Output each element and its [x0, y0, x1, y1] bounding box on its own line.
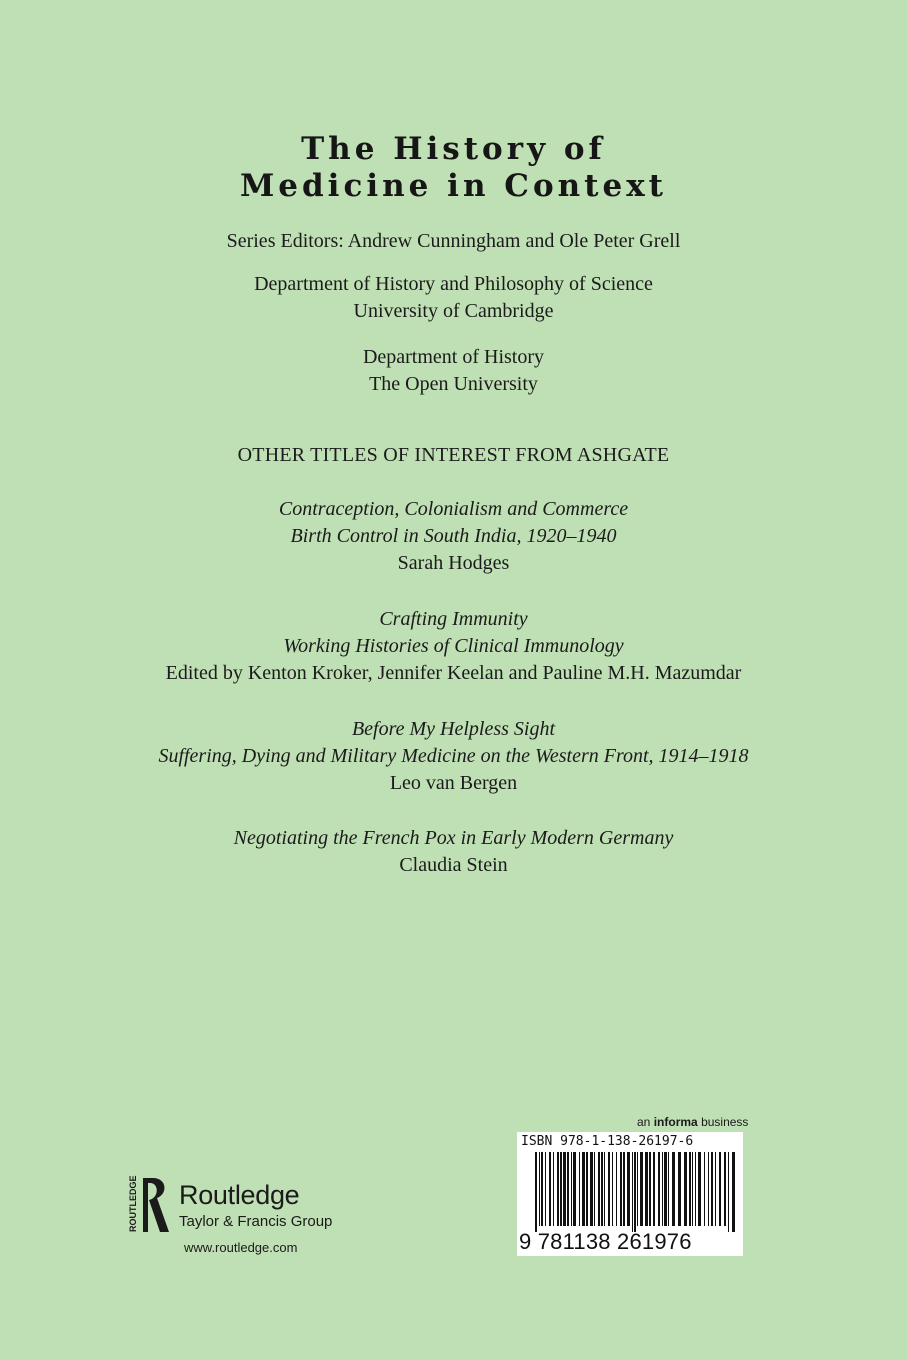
department-open-name: Department of History — [362, 346, 545, 368]
book-entry — [0, 716, 907, 797]
book-title: Negotiating the French Pox in Early Modern Germany — [233, 827, 674, 849]
book-title: Crafting Immunity — [379, 608, 528, 630]
book-author: Leo van Bergen — [389, 772, 518, 794]
informa-prefix: an — [637, 1115, 651, 1129]
series-editors: Series Editors: Andrew Cunningham and Ole Peter Grell — [226, 230, 681, 252]
book-author: Claudia Stein — [399, 854, 508, 876]
barcode — [517, 1132, 743, 1256]
book-title: Before My Helpless Sight — [351, 718, 556, 740]
informa-business-tag — [637, 1115, 748, 1129]
department-cambridge-name: Department of History and Philosophy of Science — [254, 273, 653, 295]
other-titles-heading: OTHER TITLES OF INTEREST FROM ASHGATE — [237, 444, 670, 466]
book-subtitle: Working Histories of Clinical Immunology — [283, 635, 624, 657]
department-open-university — [0, 344, 907, 398]
routledge-logo — [126, 1174, 356, 1264]
book-subtitle: Suffering, Dying and Military Medicine on the Western Front, 1914–1918 — [158, 745, 749, 767]
series-title-line2: Medicine in Context — [239, 168, 668, 204]
book-entry — [0, 606, 907, 687]
series-title — [0, 131, 907, 205]
book-title: Contraception, Colonialism and Commerce — [278, 498, 629, 520]
book-entry — [0, 496, 907, 577]
ean-digits: 9 781138 261976 — [519, 1229, 692, 1254]
department-open-university-name: The Open University — [369, 373, 538, 395]
isbn-label: ISBN 978-1-138-26197-6 — [521, 1134, 694, 1149]
routledge-mark-icon — [126, 1174, 174, 1236]
series-title-line1: The History of — [301, 131, 606, 167]
department-cambridge — [0, 271, 907, 325]
informa-suffix: business — [701, 1115, 749, 1129]
book-author: Sarah Hodges — [397, 552, 510, 574]
book-entry — [0, 825, 907, 879]
book-subtitle: Birth Control in South India, 1920–1940 — [290, 525, 617, 547]
informa-brand: informa — [653, 1115, 698, 1129]
department-cambridge-university: University of Cambridge — [353, 300, 554, 322]
book-author: Edited by Kenton Kroker, Jennifer Keelan and Pauline M.H. Mazumdar — [165, 662, 742, 684]
publisher-url[interactable]: www.routledge.com — [184, 1240, 298, 1255]
publisher-group: Taylor & Francis Group — [179, 1213, 333, 1230]
publisher-name: Routledge — [179, 1180, 300, 1210]
routledge-vertical-mark: ROUTLEDGE — [128, 1175, 138, 1232]
